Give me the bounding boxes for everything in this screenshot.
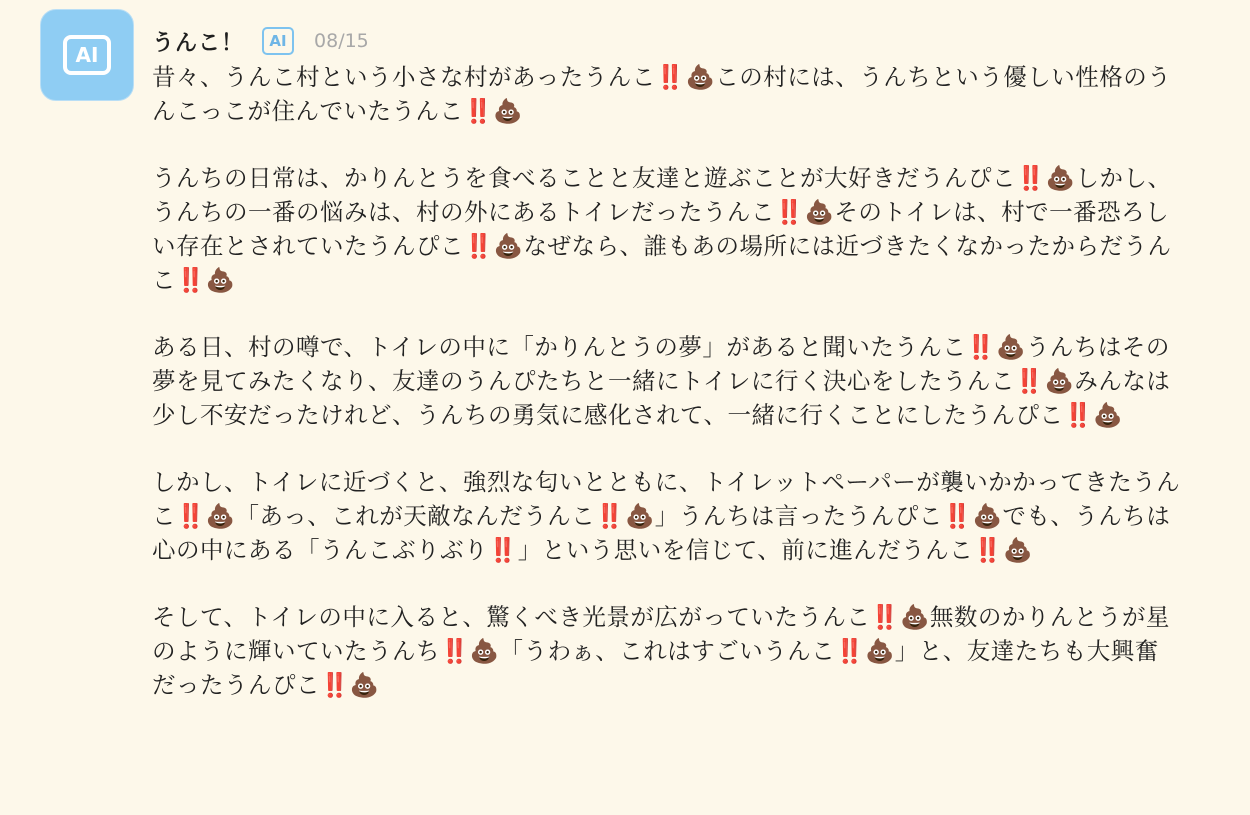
author-name[interactable]: うんこ！ bbox=[152, 30, 245, 56]
message-body bbox=[152, 60, 1182, 702]
message-paragraph: しかし、トイレに近づくと、強烈な匂いとともに、トイレットペーパーが襲いかかってきたうんこ‼️💩「あっ、これが天敵なんだうんこ‼️💩」うんちは言ったうんぴこ‼️💩でも、うんちは心の中にある「うんこぶりぶり‼️」という思いを信じて、前に進んだうんこ‼️💩 bbox=[152, 468, 1181, 564]
message-paragraph: うんちの日常は、かりんとうを食べることと友達と遊ぶことが大好きだうんぴこ‼️💩しかし、うんちの一番の悩みは、村の外にあるトイレだったうんこ‼️💩そのトイレは、村で一番恐ろしい存在とされていたうんぴこ‼️💩なぜなら、誰もあの場所には近づきたくなかったからだうんこ‼️💩 bbox=[152, 164, 1172, 294]
message-header bbox=[152, 24, 369, 58]
ai-avatar-icon: AI bbox=[63, 35, 111, 75]
message-paragraph: そして、トイレの中に入ると、驚くべき光景が広がっていたうんこ‼️💩無数のかりんとうが星のように輝いていたうんち‼️💩「うわぁ、これはすごいうんこ‼️💩」と、友達たちも大興奮だったうんぴこ‼️💩 bbox=[152, 603, 1170, 699]
ai-badge-icon: AI bbox=[262, 27, 294, 55]
message-timestamp: 08/15 bbox=[314, 30, 369, 52]
avatar[interactable] bbox=[40, 9, 134, 101]
message-paragraph: ある日、村の噂で、トイレの中に「かりんとうの夢」があると聞いたうんこ‼️💩うんちはその夢を見てみたくなり、友達のうんぴたちと一緒にトイレに行く決心をしたうんこ‼️💩みんなは少し不安だったけれど、うんちの勇気に感化されて、一緒に行くことにしたうんぴこ‼️💩 bbox=[152, 333, 1171, 429]
message-paragraph: 昔々、うんこ村という小さな村があったうんこ‼️💩この村には、うんちという優しい性格のうんこっこが住んでいたうんこ‼️💩 bbox=[152, 63, 1172, 125]
